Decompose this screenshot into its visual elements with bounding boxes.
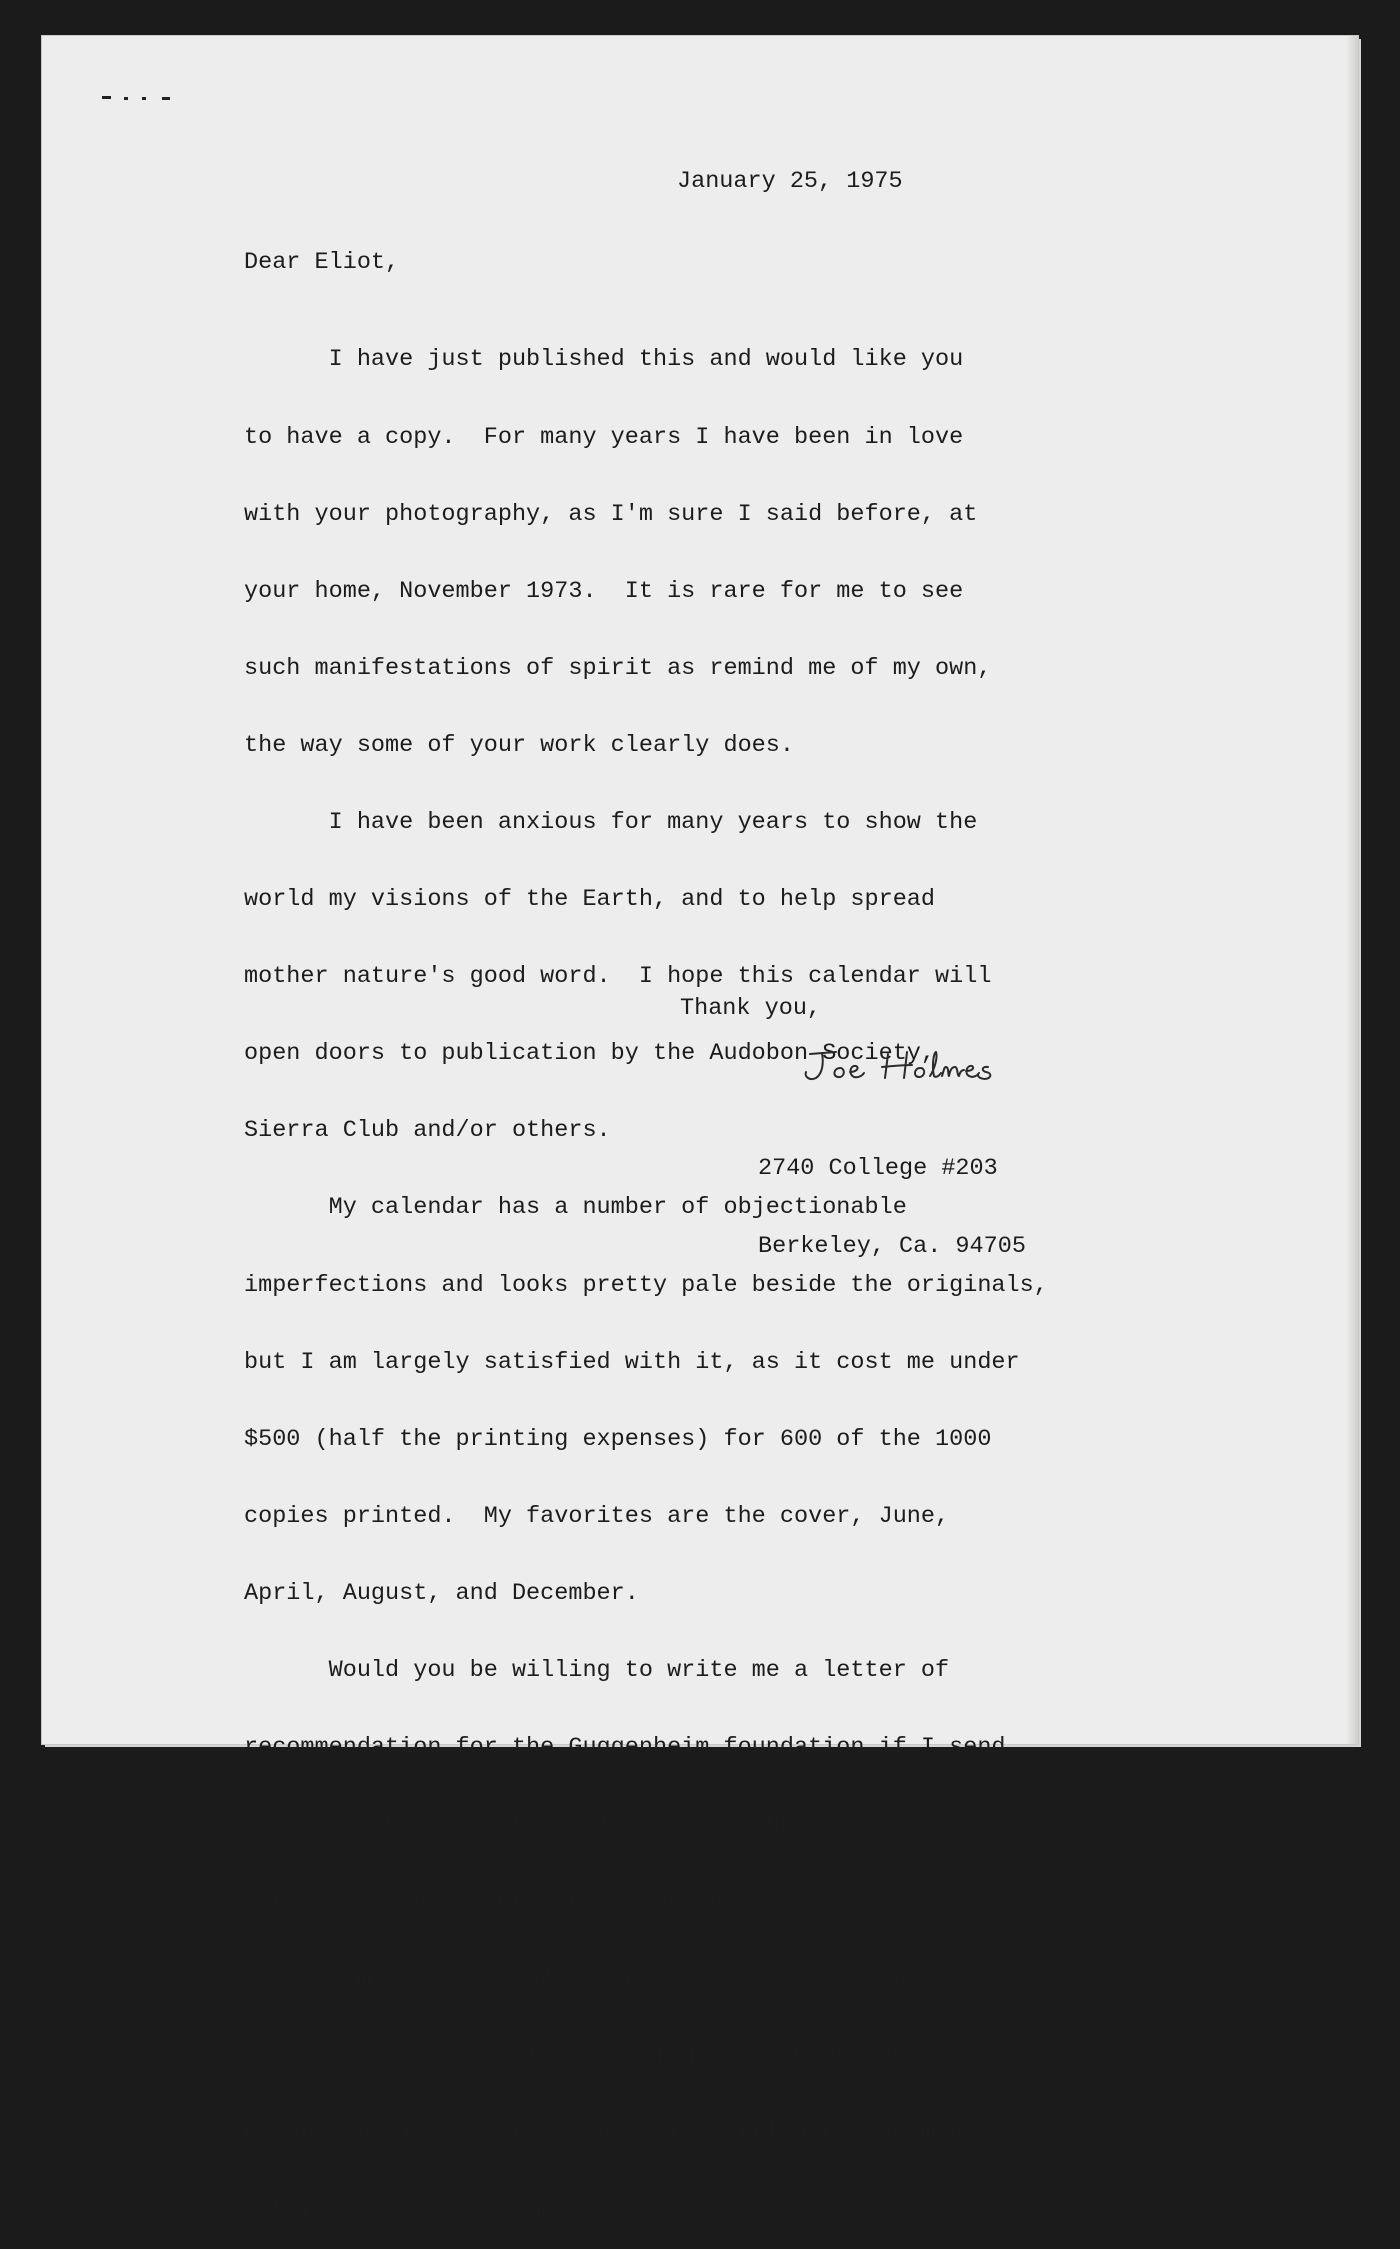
- body-line: imperfections and looks pretty pale beside the originals,: [244, 1271, 1048, 1299]
- body-line: $500 (half the printing expenses) for 600 of the 1000: [244, 1425, 992, 1453]
- sender-address: [758, 1104, 1026, 1286]
- stray-marks: [102, 96, 182, 102]
- letter-date: January 25, 1975: [677, 168, 903, 195]
- body-line: spring last year as I said I might. I hope your: [244, 2042, 921, 2070]
- body-line: My calendar has a number of objectionable: [244, 1194, 907, 1222]
- body-line: with your photography, as I'm sure I said before, at: [244, 500, 978, 528]
- body-line: Would you be willing to write me a letter of: [244, 1657, 950, 1684]
- body-line: but I am largely satisfied with it, as it cost me under: [244, 1348, 1020, 1376]
- body-line: recommendation for the Guggenheim foundation if I send: [244, 1734, 1006, 1762]
- body-line: your home, November 1973. It is rare for me to see: [244, 577, 964, 605]
- body-line: to have a copy. For many years I have been in love: [244, 423, 964, 451]
- body-line: bicentennial project has been fruitful and that many: [244, 2119, 978, 2147]
- body-line: I have just published this and would like you: [244, 346, 964, 374]
- letter-salutation: Dear Eliot,: [244, 249, 400, 276]
- body-line: you a batch of prints to look at a couple of months: [244, 1811, 964, 1839]
- body-line: the way some of your work clearly does.: [244, 731, 794, 759]
- letter-closing: Thank you,: [680, 995, 822, 1022]
- body-line: I have been anxious for many years to show the: [244, 808, 978, 836]
- body-line: open doors to publication by the Audobon Society,: [244, 1040, 936, 1068]
- body-line: world my visions of the Earth, and to help spread: [244, 886, 936, 914]
- body-line: from now? The prints speak for themselves.: [244, 1888, 851, 1916]
- address-line: 2740 College #203: [758, 1155, 998, 1182]
- body-line: such manifestations of spirit as remind me of my own,: [244, 654, 992, 682]
- handwritten-signature: [792, 1040, 1052, 1100]
- body-line: I'm sorry I couldn't return to see you in the: [244, 1965, 964, 1993]
- body-line: Sierra Club and/or others.: [244, 1117, 611, 1145]
- address-line: Berkeley, Ca. 94705: [758, 1233, 1026, 1260]
- body-line: copies printed. My favorites are the cover, June,: [244, 1502, 950, 1530]
- body-line: April, August, and December.: [244, 1579, 639, 1607]
- body-line: others are yet to come.: [244, 2196, 569, 2224]
- body-line: mother nature's good word. I hope this calendar will: [244, 963, 992, 991]
